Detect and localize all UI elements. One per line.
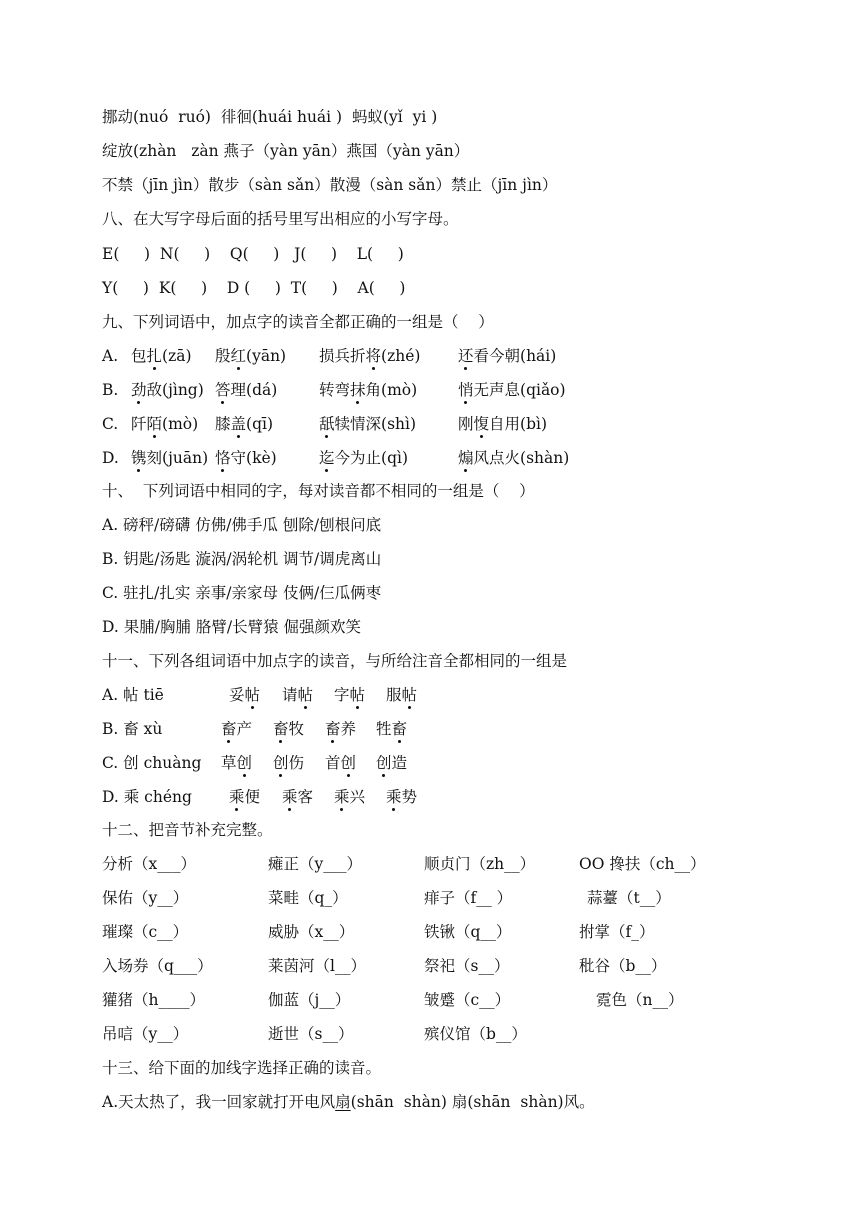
dotted-char: 盖 bbox=[230, 415, 247, 433]
q11-word bbox=[334, 786, 365, 808]
word-part: (zā) bbox=[162, 347, 192, 365]
q11-word bbox=[386, 786, 417, 808]
word-part: 势 bbox=[401, 788, 418, 806]
word-part: 伤 bbox=[288, 754, 305, 772]
q9-word bbox=[131, 379, 204, 401]
q11-word bbox=[221, 752, 252, 774]
word-part: 风点火(shàn) bbox=[473, 449, 570, 467]
dotted-char: 劲 bbox=[131, 381, 147, 399]
word-part: 膝 bbox=[215, 415, 231, 433]
dotted-char: 还 bbox=[458, 347, 474, 365]
dotted-char: 恪 bbox=[215, 449, 231, 467]
q9-option-label: A. bbox=[102, 347, 124, 365]
q11-word bbox=[229, 684, 260, 706]
dotted-char: 陌 bbox=[146, 415, 163, 433]
dotted-char: 创 bbox=[376, 754, 392, 772]
q12-cell: 殡仪馆（b__） bbox=[424, 1025, 527, 1043]
q9-word bbox=[215, 345, 286, 367]
q11-word bbox=[376, 718, 407, 740]
dotted-char: 愎 bbox=[473, 415, 490, 433]
word-part: 自用(bì) bbox=[489, 415, 548, 433]
q9-option-label: D. bbox=[102, 449, 124, 467]
dotted-char: 帖 bbox=[349, 686, 366, 704]
word-part: 敌(jìng) bbox=[146, 381, 204, 399]
q12-cell: 吊唁（y__） bbox=[102, 1025, 189, 1043]
word-part: 牧 bbox=[288, 720, 305, 738]
q12-cell: 獾猪（h____） bbox=[102, 991, 205, 1009]
word-part: 犊情深(shì) bbox=[334, 415, 417, 433]
pinyin-line-1: 挪动(nuó ruó) 徘徊(huái huái ) 蚂蚁(yǐ yi ) bbox=[102, 108, 438, 126]
word-part: 今为止(qì) bbox=[334, 449, 408, 467]
q11-option-label: B. 畜 xù bbox=[102, 720, 163, 738]
q12-cell: 霓色（n__） bbox=[596, 991, 684, 1009]
q12-cell: OO 搀扶（ch__） bbox=[579, 855, 706, 873]
question-10-title: 十、 下列词语中相同的字，每对读音都不相同的一组是（ ） bbox=[102, 482, 535, 500]
dotted-char: 畜 bbox=[391, 720, 408, 738]
q11-word bbox=[325, 752, 356, 774]
q11-word bbox=[229, 786, 260, 808]
q12-cell: 瘫正（y___） bbox=[268, 855, 363, 873]
dotted-char: 乘 bbox=[334, 788, 350, 806]
q12-cell: 菜畦（q_） bbox=[268, 889, 348, 907]
q13-a-prefix: A.天太热了，我一回家就打开电风 bbox=[102, 1093, 336, 1111]
q12-cell: 顺贞门（zh__） bbox=[424, 855, 536, 873]
word-part: (qī) bbox=[246, 415, 274, 433]
word-part: 损兵折 bbox=[319, 347, 366, 365]
q11-word bbox=[386, 684, 417, 706]
dotted-char: 镌 bbox=[131, 449, 147, 467]
word-part: 守(kè) bbox=[230, 449, 277, 467]
word-part: 妥 bbox=[229, 686, 245, 704]
dotted-char: 乘 bbox=[282, 788, 298, 806]
q9-word bbox=[319, 413, 416, 435]
word-part: 理(dá) bbox=[230, 381, 278, 399]
dotted-char: 扎 bbox=[146, 347, 163, 365]
q9-word bbox=[131, 345, 192, 367]
question-13-title: 十三、给下面的加线字选择正确的读音。 bbox=[102, 1059, 382, 1077]
q11-option-label: A. 帖 tiē bbox=[102, 686, 164, 704]
question-11-title: 十一、下列各组词语中加点字的读音，与所给注音全都相同的一组是 bbox=[102, 652, 568, 670]
question-13-option-a bbox=[102, 1091, 595, 1113]
word-part: 无声息(qiǎo) bbox=[473, 381, 566, 399]
word-part: 产 bbox=[236, 720, 253, 738]
q11-word bbox=[325, 718, 356, 740]
q13-a-underlined-char: 扇 bbox=[335, 1093, 351, 1111]
question-10-option-a: A. 磅秤/磅礴 仿佛/佛手瓜 刨除/刨根问底 bbox=[102, 516, 382, 534]
q12-cell: 入场券（q___） bbox=[102, 957, 213, 975]
question-12-title: 十二、把音节补充完整。 bbox=[102, 821, 273, 839]
dotted-char: 畜 bbox=[273, 720, 289, 738]
dotted-char: 乘 bbox=[229, 788, 245, 806]
dotted-char: 舐 bbox=[319, 415, 335, 433]
dotted-char: 抹 bbox=[350, 381, 366, 399]
dotted-char: 帖 bbox=[401, 686, 418, 704]
q12-cell: 逝世（s__） bbox=[268, 1025, 354, 1043]
q12-cell: 皱蹙（c__） bbox=[424, 991, 511, 1009]
word-part: 牲 bbox=[376, 720, 392, 738]
q9-word bbox=[215, 447, 277, 469]
dotted-char: 答 bbox=[215, 381, 231, 399]
q12-cell: 伽蓝（j__） bbox=[268, 991, 351, 1009]
q12-cell: 秕谷（b__） bbox=[579, 957, 667, 975]
q12-cell: 铁锹（q__） bbox=[424, 923, 512, 941]
dotted-char: 畜 bbox=[221, 720, 237, 738]
q11-word bbox=[221, 718, 252, 740]
word-part: 造 bbox=[391, 754, 408, 772]
q11-option-label: C. 创 chuàng bbox=[102, 754, 202, 772]
q9-word bbox=[131, 447, 208, 469]
word-part: 便 bbox=[244, 788, 261, 806]
q11-word bbox=[273, 718, 304, 740]
q11-word bbox=[282, 684, 313, 706]
question-10-option-d: D. 果脯/胸脯 胳臂/长臂猿 倔强颜欢笑 bbox=[102, 618, 362, 636]
dotted-char: 悄 bbox=[458, 381, 474, 399]
pinyin-line-2: 绽放(zhàn zàn 燕子（yàn yān）燕国（yàn yān） bbox=[102, 142, 470, 160]
dotted-char: 创 bbox=[340, 754, 357, 772]
dotted-char: 红 bbox=[230, 347, 247, 365]
q11-word bbox=[334, 684, 365, 706]
pinyin-line-3: 不禁（jīn jìn）散步（sàn sǎn）散漫（sàn sǎn）禁止（jīn jìn） bbox=[102, 176, 558, 194]
word-part: 服 bbox=[386, 686, 402, 704]
question-8-title: 八、在大写字母后面的括号里写出相应的小写字母。 bbox=[102, 210, 459, 228]
dotted-char: 帖 bbox=[297, 686, 314, 704]
q9-word bbox=[458, 345, 556, 367]
word-part: 刚 bbox=[458, 415, 474, 433]
word-part: 养 bbox=[340, 720, 357, 738]
word-part: 转弯 bbox=[319, 381, 351, 399]
dotted-char: 畜 bbox=[325, 720, 341, 738]
q12-cell: 璀璨（c__） bbox=[102, 923, 189, 941]
q9-word bbox=[319, 345, 420, 367]
dotted-char: 煽 bbox=[458, 449, 474, 467]
dotted-char: 迄 bbox=[319, 449, 335, 467]
q9-word bbox=[319, 379, 417, 401]
q11-word bbox=[282, 786, 313, 808]
word-part: 角(mò) bbox=[365, 381, 418, 399]
word-part: 包 bbox=[131, 347, 147, 365]
question-10-option-b: B. 钥匙/汤匙 漩涡/涡轮机 调节/调虎离山 bbox=[102, 550, 382, 568]
q11-word bbox=[273, 752, 304, 774]
word-part: 字 bbox=[334, 686, 350, 704]
question-8-row-2: Y( ) K( ) D ( ) T( ) A( ) bbox=[102, 279, 406, 297]
word-part: (yān) bbox=[246, 347, 287, 365]
q9-word bbox=[131, 413, 198, 435]
q12-cell: 祭祀（s__） bbox=[424, 957, 510, 975]
word-part: 殷 bbox=[215, 347, 231, 365]
word-part: 刻(juān) bbox=[146, 449, 209, 467]
q12-cell: 莱茵河（l__） bbox=[268, 957, 366, 975]
word-part: 阡 bbox=[131, 415, 147, 433]
q12-cell: 保佑（y__） bbox=[102, 889, 189, 907]
q9-option-label: B. bbox=[102, 381, 124, 399]
q9-word bbox=[458, 379, 566, 401]
word-part: (mò) bbox=[162, 415, 199, 433]
dotted-char: 将 bbox=[365, 347, 382, 365]
q12-cell: 威胁（x__） bbox=[268, 923, 355, 941]
word-part: 看今朝(hái) bbox=[473, 347, 557, 365]
dotted-char: 乘 bbox=[386, 788, 402, 806]
dotted-char: 创 bbox=[273, 754, 289, 772]
q11-word bbox=[376, 752, 407, 774]
q12-cell: 痱子（f__ ） bbox=[424, 889, 513, 907]
q12-cell: 蒜薹（t__） bbox=[587, 889, 671, 907]
word-part: 客 bbox=[297, 788, 314, 806]
q9-word bbox=[458, 413, 547, 435]
word-part: 兴 bbox=[349, 788, 366, 806]
q12-cell: 分析（x___） bbox=[102, 855, 196, 873]
q9-word bbox=[215, 413, 273, 435]
dotted-char: 创 bbox=[236, 754, 253, 772]
question-8-row-1: E( ) N( ) Q( ) J( ) L( ) bbox=[102, 245, 404, 263]
dotted-char: 帖 bbox=[244, 686, 261, 704]
word-part: 草 bbox=[221, 754, 237, 772]
question-10-option-c: C. 驻扎/扎实 亲事/亲家母 伎俩/仨瓜俩枣 bbox=[102, 584, 382, 602]
word-part: 首 bbox=[325, 754, 341, 772]
q9-word bbox=[319, 447, 408, 469]
q12-cell: 拊掌（f_） bbox=[579, 923, 655, 941]
q11-option-label: D. 乘 chéng bbox=[102, 788, 192, 806]
word-part: (zhé) bbox=[381, 347, 421, 365]
q9-word bbox=[458, 447, 569, 469]
question-9-title: 九、下列词语中，加点字的读音全都正确的一组是（ ） bbox=[102, 313, 494, 331]
q9-word bbox=[215, 379, 277, 401]
q13-a-suffix: (shān shàn) 扇(shān shàn)风。 bbox=[350, 1093, 595, 1111]
q9-option-label: C. bbox=[102, 415, 124, 433]
word-part: 请 bbox=[282, 686, 298, 704]
